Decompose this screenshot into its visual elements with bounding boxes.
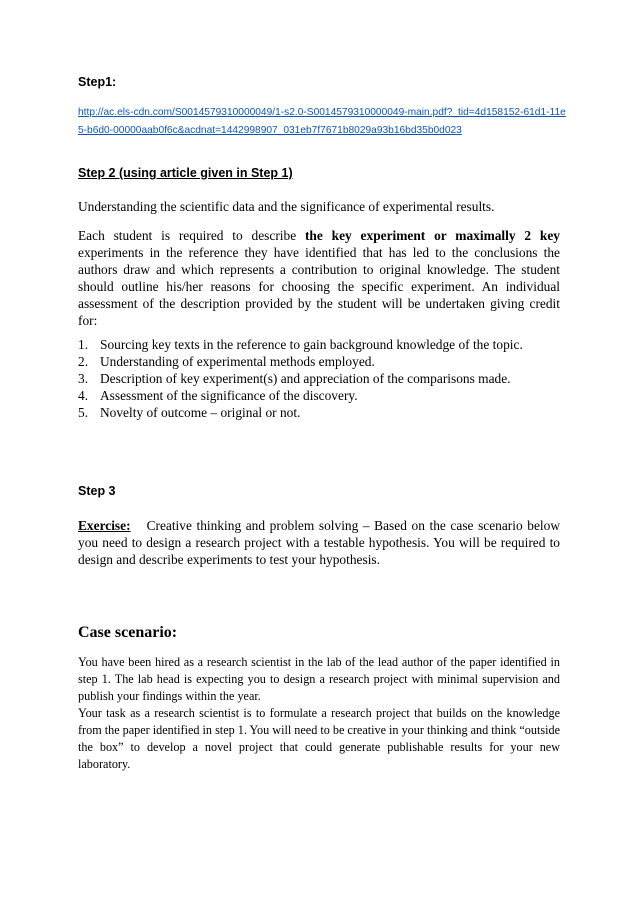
step1-heading: Step1: — [78, 75, 117, 89]
credit-criteria-list — [78, 336, 560, 421]
step2-description-rest: experiments in the reference they have identified that has led to the conclusions the authors draw and which represents a contribution to original knowledge. The student should outline his/her reasons for choosing the specific experiment. An individual assessment of the description provided by the student will be undertaken giving credit for: — [78, 245, 560, 328]
list-item: 1. Sourcing key texts in the reference to gain background knowledge of the topic. — [78, 337, 523, 352]
exercise-label: Exercise: — [78, 518, 131, 533]
step2-description-start: Each student is required to describe — [78, 228, 305, 243]
case-scenario-heading: Case scenario: — [78, 624, 178, 641]
case-paragraph-1: You have been hired as a research scientist in the lab of the lead author of the paper identified in step 1. The lab head is expecting you to design a research project with minimal supervision and publish your findings within the year. — [78, 655, 560, 703]
step2-intro: Understanding the scientific data and the significance of experimental results. — [78, 199, 495, 214]
list-item: 3. Description of key experiment(s) and appreciation of the comparisons made. — [78, 371, 511, 386]
exercise-text: Creative thinking and problem solving – Based on the case scenario below you need to design a research project with a testable hypothesis. You will be required to design and describe experiments to test your hypothesis. — [78, 518, 560, 567]
case-paragraph-2: Your task as a research scientist is to formulate a research project that builds on the knowledge from the paper identified in step 1. You will need to be creative in your thinking and think “outside the box” to develop a novel project that could generate publishable results for your new laboratory. — [78, 706, 560, 771]
list-item: 2. Understanding of experimental methods employed. — [78, 354, 375, 369]
step3-heading: Step 3 — [78, 484, 116, 498]
list-item: 5. Novelty of outcome – original or not. — [78, 405, 301, 420]
step2-heading: Step 2 (using article given in Step 1) — [78, 166, 293, 180]
list-item: 4. Assessment of the significance of the discovery. — [78, 388, 358, 403]
step2-description — [78, 227, 560, 329]
exercise-paragraph — [78, 517, 560, 568]
article-link[interactable]: http://ac.els-cdn.com/S0014579310000049/1-s2.0-S0014579310000049-main.pdf?_tid=4d158152-61d1-11e5-b6d0-00000aab0f6c&acdnat=1442998907_031eb7f7671b8029a93b16bd35b0d023 — [78, 107, 566, 136]
key-experiment-emphasis: the key experiment or maximally 2 key — [304, 228, 560, 243]
